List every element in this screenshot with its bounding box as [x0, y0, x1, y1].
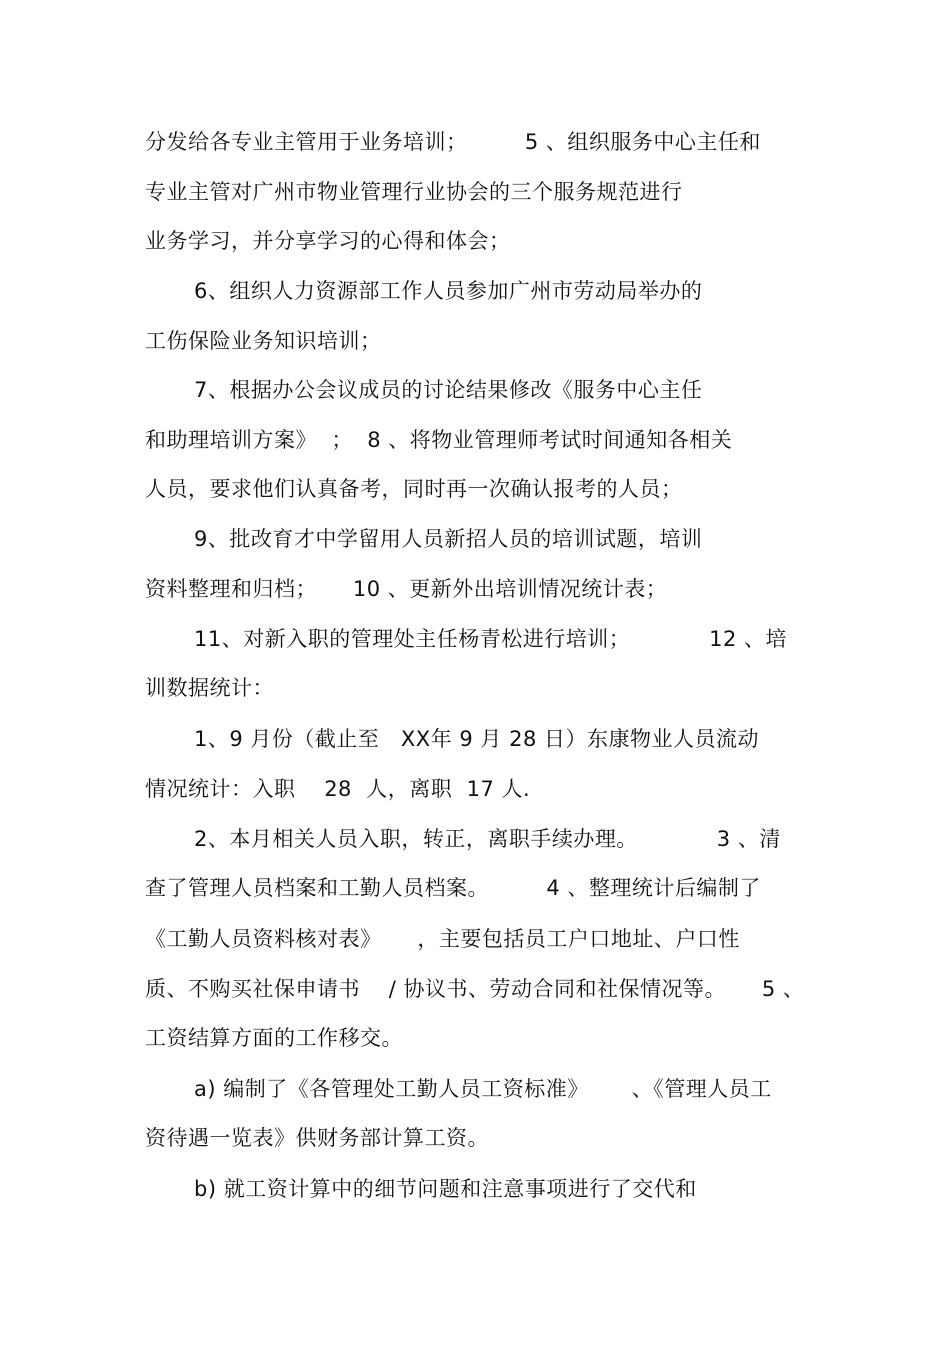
text-line: b) 就工资计算中的细节问题和注意事项进行了交代和 [194, 1177, 697, 1201]
text-line: 7、根据办公会议成员的讨论结果修改《服务中心主任 [194, 378, 703, 402]
text-line: 训数据统计： [145, 676, 274, 700]
text-line: 情况统计：入职 28 人，离职 17 人. [145, 777, 531, 801]
text-line: 质、不购买社保申请书 / 协议书、劳动合同和社保情况等。 5 、 [145, 977, 805, 1001]
text-line: 人员，要求他们认真备考，同时再一次确认报考的人员； [145, 477, 683, 501]
text-line: 查了管理人员档案和工勤人员档案。 4 、整理统计后编制了 [145, 876, 761, 900]
text-line: a) 编制了《各管理处工勤人员工资标准》 、《管理人员工 [194, 1077, 772, 1101]
text-line: 资料整理和归档； 10 、更新外出培训情况统计表； [145, 577, 668, 601]
text-line: 《工勤人员资料核对表》 ，主要包括员工户口地址、户口性 [145, 927, 740, 951]
text-line: 1、9 月份（截止至 XX年 9 月 28 日）东康物业人员流动 [194, 727, 759, 751]
text-line: 业务学习，并分享学习的心得和体会； [145, 229, 511, 253]
text-line: 资待遇一览表》供财务部计算工资。 [145, 1126, 489, 1150]
text-line: 2、本月相关人员入职，转正，离职手续办理。 3 、清 [194, 827, 781, 851]
text-line: 6、组织人力资源部工作人员参加广州市劳动局举办的 [194, 279, 703, 303]
text-line: 专业主管对广州市物业管理行业协会的三个服务规范进行 [145, 180, 683, 204]
text-line: 11、对新入职的管理处主任杨青松进行培训； 12 、培 [194, 627, 788, 651]
text-line: 和助理培训方案》 ； 8 、将物业管理师考试时间通知各相关 [145, 428, 733, 452]
text-line: 分发给各专业主管用于业务培训； 5 、组织服务中心主任和 [145, 130, 761, 154]
text-line: 工资结算方面的工作移交。 [145, 1026, 403, 1050]
text-line: 9、批改育才中学留用人员新招人员的培训试题，培训 [194, 527, 703, 551]
text-line: 工伤保险业务知识培训； [145, 329, 382, 353]
